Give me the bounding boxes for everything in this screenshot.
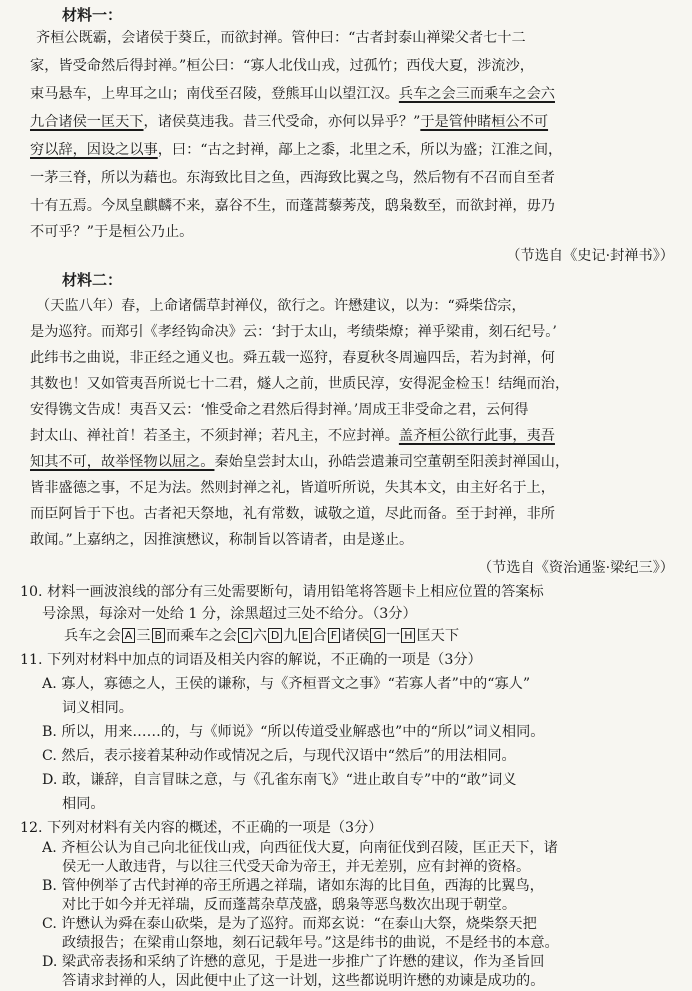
q12-option-d-cont: 答请求封禅的人，因此便中止了这一计划，这些都说明许懋的劝谏是成功的。 — [62, 973, 545, 989]
q10-sentence-with-boxes — [64, 626, 692, 646]
answer-box-e[interactable]: E — [299, 628, 312, 643]
material2-line — [30, 426, 692, 446]
answer-box-g[interactable]: G — [370, 628, 385, 643]
material1-source: （节选自《史记·封禅书》） — [506, 248, 674, 264]
q10-segment: 而乘车之会 — [166, 628, 237, 644]
answer-box-c[interactable]: C — [238, 628, 252, 643]
material2-line: （天监八年）春，上命诸儒草封禅仪，欲行之。许懋建议，以为：“舜柴岱宗， — [36, 298, 526, 314]
underlined-sentence: 于是管仲睹桓公不可 — [420, 114, 549, 130]
material2-heading: 材料二： — [62, 271, 123, 289]
q10-segment: 三 — [136, 628, 151, 644]
q10-segment: 合 — [312, 628, 327, 644]
underlined-sentence: 知其不可，故举怪物以屈之。 — [30, 454, 215, 470]
material1-line: 齐桓公既霸，会诸侯于葵丘，而欲封禅。管仲曰：“古者封泰山禅梁父者七十二 — [36, 30, 526, 46]
q12-option-d[interactable]: D. 梁武帝表扬和采纳了许懋的意见，于是进一步推广了许懋的建议，作为圣旨回 — [42, 954, 545, 970]
material1-line: 一茅三脊，所以为藉也。东海致比目之鱼，西海致比翼之鸟，然后物有不召而自至者 — [30, 170, 555, 186]
material2-source: （节选自《资治通鉴·梁纪三》） — [477, 560, 674, 576]
question-11-stem: 11. 下列对材料中加点的词语及相关内容的解说，不正确的一项是（3分） — [20, 652, 482, 668]
material1-text: ，曰：“古之封禅，鄗上之黍，北里之禾，所以为盛；江淮之间， — [157, 142, 563, 158]
material1-line: 不可乎？”于是桓公乃止。 — [30, 224, 194, 240]
q11-option-d[interactable]: D. 敢，谦辞，自言冒昧之意，与《孔雀东南飞》“进止敢自专”中的“敢”词义 — [42, 772, 517, 788]
q10-segment: 六 — [252, 628, 267, 644]
material2-text: 秦始皇尝封太山，孙皓尝遣兼司空董朝至阳羡封禅国山， — [214, 454, 570, 470]
answer-box-h[interactable]: H — [401, 628, 415, 643]
question-10-stem: 号涂黑，每涂对一处给 1 分，涂黑超过三处不给分。（3分） — [42, 606, 417, 622]
material2-line: 是为巡狩。而郑引《孝经钩命决》云：‘封于太山，考绩柴燎；禅乎梁甫，刻石纪号。’ — [30, 324, 557, 340]
q11-option-a-cont: 词义相同。 — [62, 700, 133, 716]
q11-option-d-cont: 相同。 — [62, 796, 105, 812]
q10-segment: 匡天下 — [416, 628, 460, 644]
q10-segment: 兵车之会 — [64, 628, 121, 644]
material1-text: ，诸侯莫违我。昔三代受命，亦何以异乎？” — [143, 114, 421, 130]
material2-line: 此纬书之曲说，非正经之通义也。舜五载一巡狩，春夏秋冬周遍四岳，若为封禅，何 — [30, 350, 555, 366]
q10-segment: 诸侯 — [341, 628, 370, 644]
material1-line — [30, 140, 692, 160]
underlined-sentence: 盖齐桓公欲行此事，夷吾 — [398, 428, 555, 444]
q11-option-c[interactable]: C. 然后，表示接着某种动作或情况之后，与现代汉语中“然后”的用法相同。 — [42, 748, 516, 764]
q11-option-b[interactable]: B. 所以，用来……的，与《师说》“所以传道受业解惑也”中的“所以”词义相同。 — [42, 724, 545, 740]
q10-segment: 一 — [385, 628, 401, 644]
question-12-stem: 12. 下列对材料有关内容的概述，不正确的一项是（3分） — [20, 820, 383, 836]
answer-box-d[interactable]: D — [268, 628, 282, 643]
material2-line: 皆非盛德之事，不足为法。然则封禅之礼，皆道听所说，失其本文，由主好名于上， — [30, 480, 555, 496]
material2-line — [30, 452, 692, 472]
material1-line — [30, 112, 692, 132]
material2-text: 封太山、禅社首！若圣主，不须封禅；若凡主，不应封禅。 — [30, 428, 399, 444]
q10-segment: 九 — [283, 628, 298, 644]
answer-box-b[interactable]: B — [152, 628, 166, 643]
answer-box-f[interactable]: F — [328, 628, 340, 643]
wavy-underlined-text: 九合诸侯一匡天下 — [30, 114, 144, 130]
q11-option-a[interactable]: A. 寡人，寡德之人，王侯的谦称，与《齐桓晋文之事》“若寡人者”中的“寡人” — [42, 676, 531, 692]
q12-option-b-cont: 对比于如今并无祥瑞，反而蓬蒿杂草茂盛，鸱枭等恶鸟数次出现于朝堂。 — [62, 897, 517, 913]
wavy-underlined-text: 兵车之会三而乘车之会六 — [398, 86, 555, 102]
q12-option-a[interactable]: A. 齐桓公认为自己向北征伐山戎，向西征伐大夏，向南征伐到召陵，匡正天下，诸 — [42, 840, 558, 856]
material1-text: 束马悬车，上卑耳之山；南伐至召陵，登熊耳山以望江汉。 — [30, 86, 399, 102]
q12-option-c-cont: 政绩报告；在梁甫山祭地，刻石记载年号。”这是纬书的曲说，不是经书的本意。 — [62, 935, 559, 951]
material2-line: 而臣阿旨于下也。古者祀天祭地，礼有常数，诚敬之道，尽此而备。至于封禅，非所 — [30, 506, 555, 522]
material1-line: 家，皆受命然后得封禅。”桓公曰：“寡人北伐山戎，过孤竹；西伐大夏，涉流沙， — [30, 58, 534, 74]
material2-line: 其数也！又如管夷吾所说七十二君，燧人之前，世质民淳，安得泥金检玉！结绳而治， — [30, 376, 570, 392]
answer-box-a[interactable]: A — [122, 628, 136, 643]
underlined-sentence: 穷以辞，因设之以事 — [30, 142, 158, 158]
material1-line — [30, 84, 692, 104]
question-10-stem: 10. 材料一画波浪线的部分有三处需要断句，请用铅笔将答题卡上相应位置的答案标 — [20, 584, 544, 600]
material1-line: 十有五焉。今凤皇麒麟不来，嘉谷不生，而蓬蒿藜莠茂，鸱枭数至，而欲封禅，毋乃 — [30, 198, 555, 214]
q12-option-b[interactable]: B. 管仲例举了古代封禅的帝王所遇之祥瑞，诸如东海的比目鱼，西海的比翼鸟， — [42, 878, 544, 894]
material1-heading: 材料一： — [62, 6, 123, 24]
q12-option-c[interactable]: C. 许懋认为舜在泰山砍柴，是为了巡狩。而郑玄说：“在泰山大祭，烧柴祭天把 — [42, 916, 537, 932]
material2-line: 安得镌文告成！夷吾又云：‘惟受命之君然后得封禅。’周成王非受命之君，云何得 — [30, 402, 529, 418]
q12-option-a-cont: 侯无一人敢违背，与以往三代受天命为帝王，并无差别，应有封禅的资格。 — [62, 859, 531, 875]
material2-line: 敢闻。”上嘉纳之，因推演懋议，称制旨以答请者，由是遂止。 — [30, 532, 414, 548]
